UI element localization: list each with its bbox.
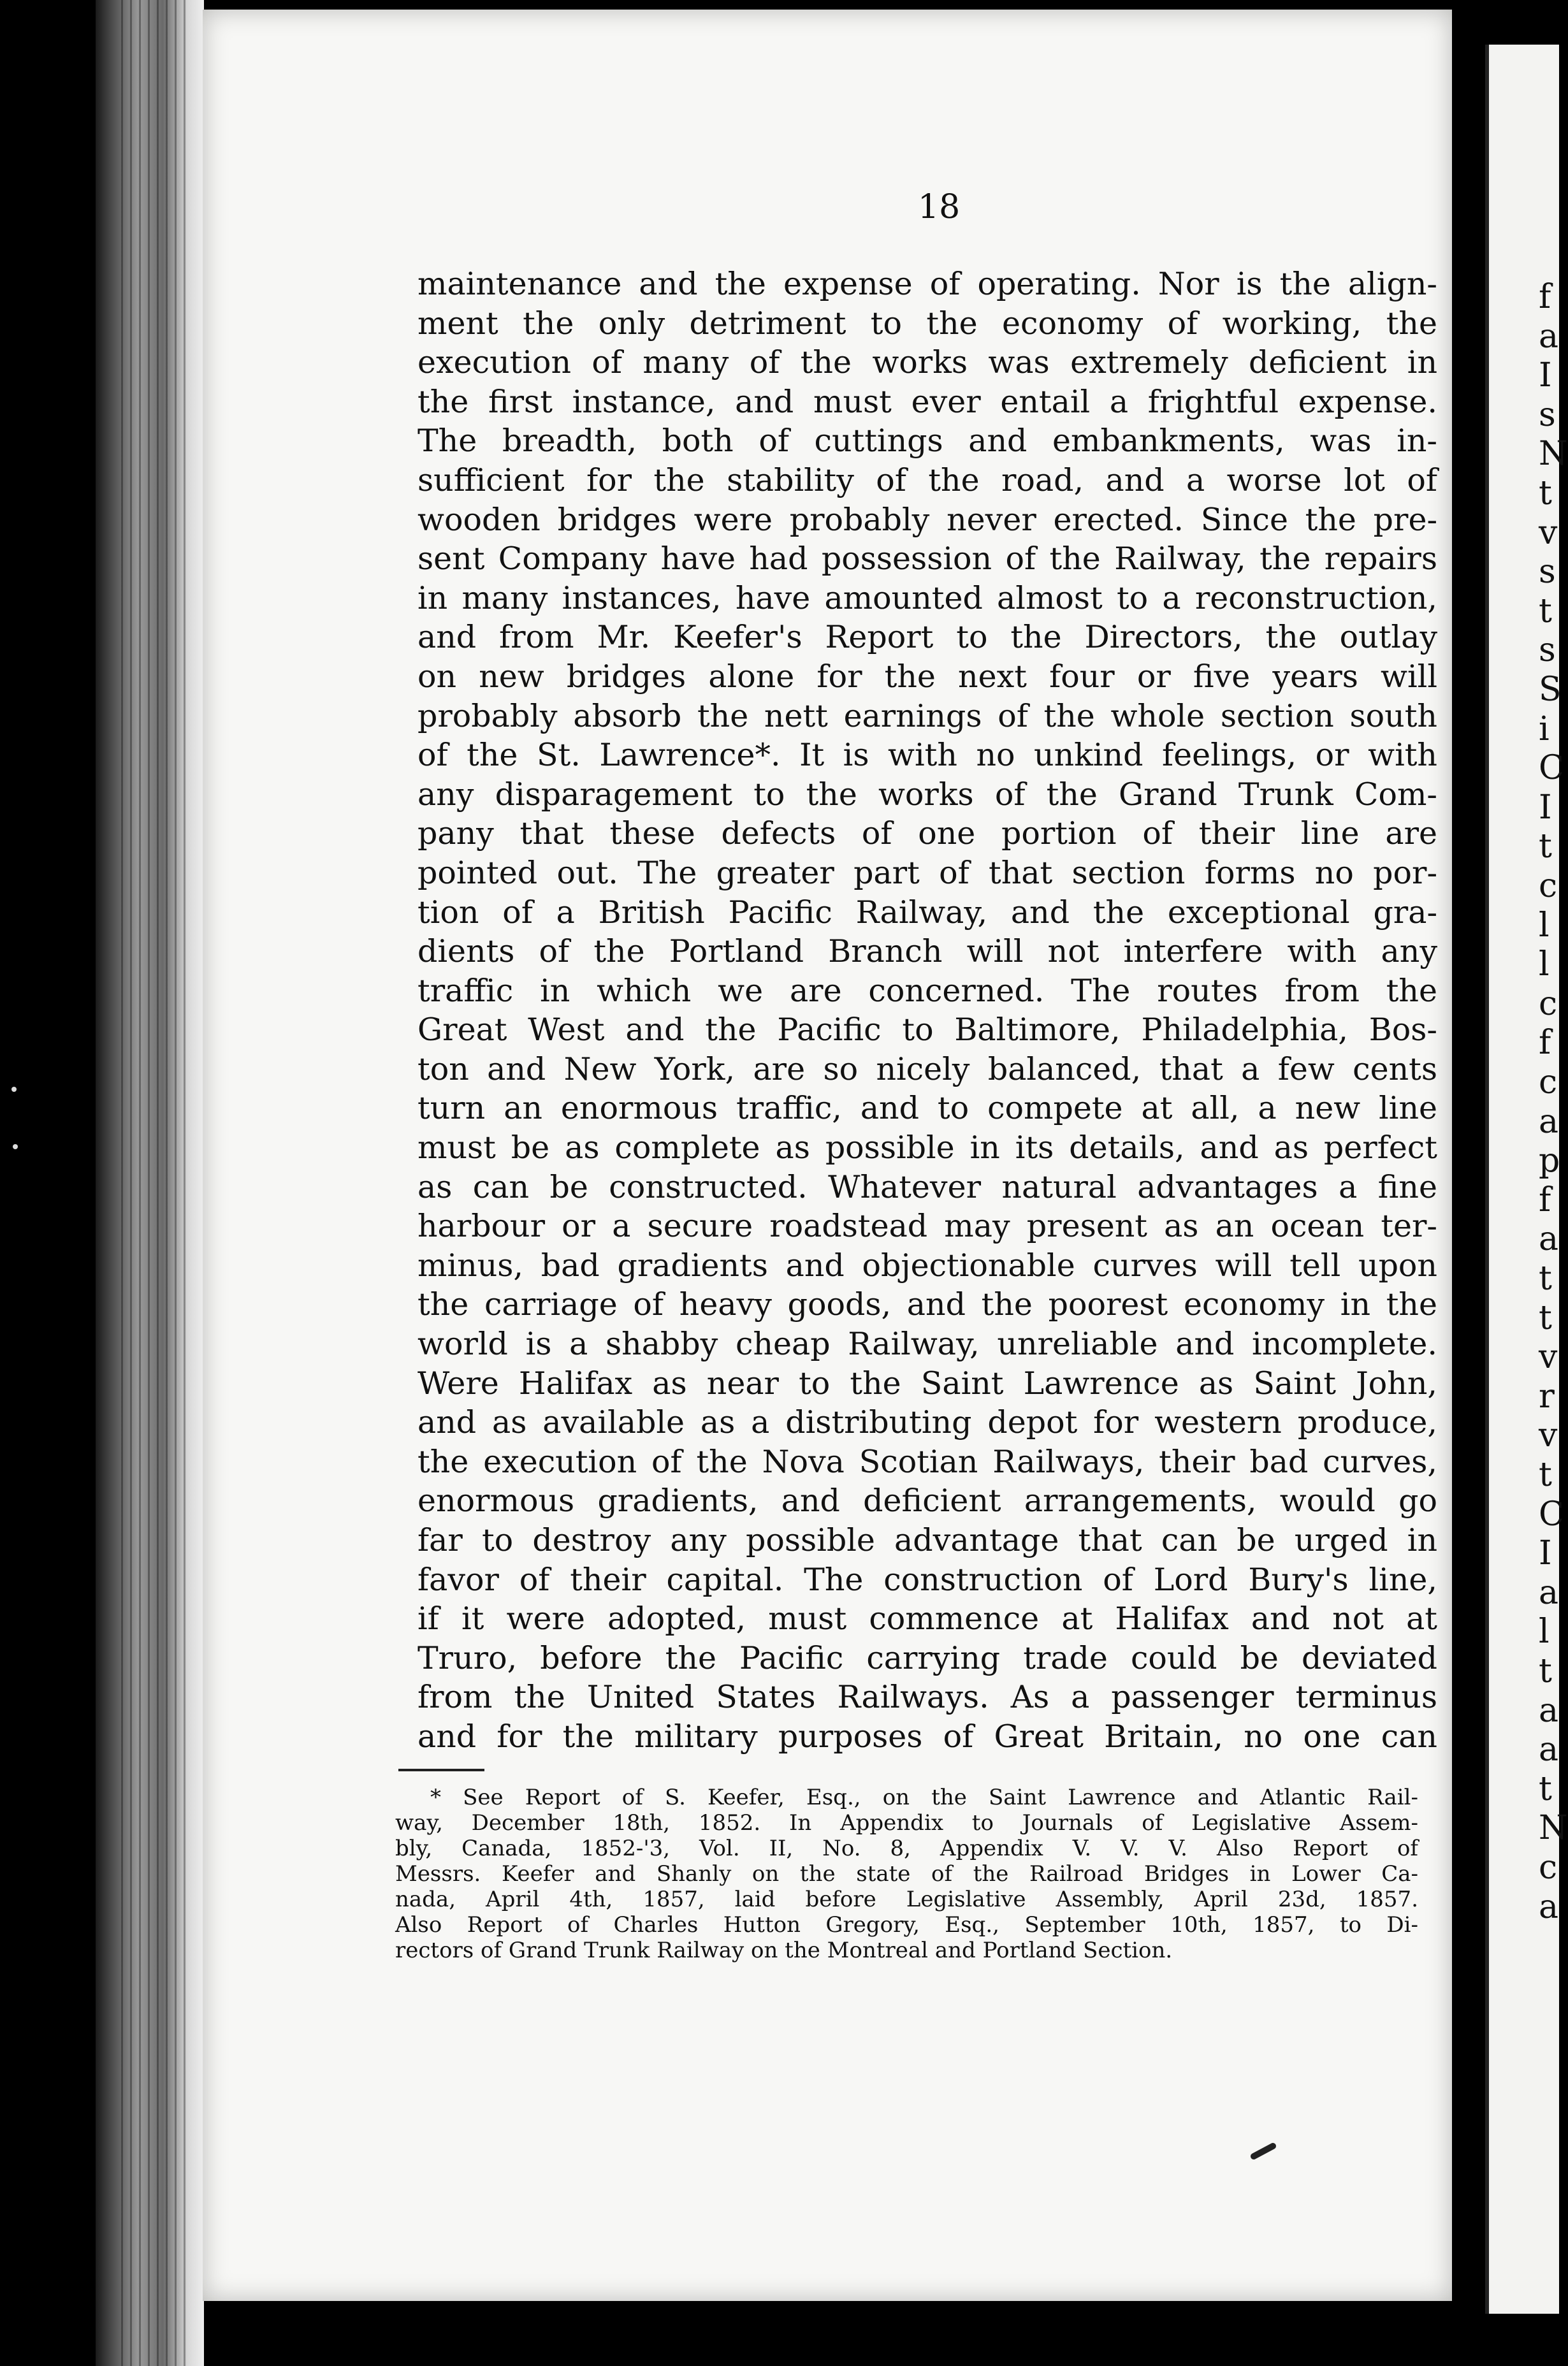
- facing-page-letter: c: [1539, 984, 1558, 1023]
- facing-page-letter: v: [1539, 1416, 1558, 1455]
- footnote-line: nada, April 4th, 1857, laid before Legislative Assembly, April 23d, 1857.: [395, 1887, 1418, 1912]
- facing-page-letter: f: [1539, 278, 1551, 316]
- body-line: on new bridges alone for the next four or five years will: [417, 658, 1437, 695]
- facing-page-letter: a: [1539, 1573, 1559, 1612]
- facing-page-letter: S: [1539, 671, 1562, 709]
- body-line: pany that these defects of one portion of their line are: [417, 815, 1437, 852]
- body-line: must be as complete as possible in its details, and as perfect: [417, 1129, 1437, 1166]
- footnote-line: Also Report of Charles Hutton Gregory, Esq., September 10th, 1857, to Di-: [395, 1912, 1418, 1938]
- body-line: ment the only detriment to the economy of working, the: [417, 305, 1437, 342]
- facing-page-letter: t: [1539, 1652, 1552, 1690]
- body-line: and from Mr. Keefer's Report to the Directors, the outlay: [417, 619, 1437, 656]
- body-text: [417, 265, 1437, 1757]
- body-line: sent Company have had possession of the Railway, the repairs: [417, 541, 1437, 577]
- facing-page-letter: v: [1539, 513, 1558, 552]
- facing-page-letter: a: [1539, 1731, 1559, 1769]
- body-line: minus, bad gradients and objectionable curves will tell upon: [417, 1247, 1437, 1284]
- body-line: execution of many of the works was extremely deficient in: [417, 344, 1437, 381]
- scan-speck: [11, 1087, 17, 1092]
- body-line: the first instance, and must ever entail a frightful expense.: [417, 383, 1437, 420]
- facing-page-letter: N: [1539, 435, 1568, 474]
- body-line: of the St. Lawrence*. It is with no unkind feelings, or with: [417, 737, 1437, 774]
- footnote-line: rectors of Grand Trunk Railway on the Montreal and Portland Section.: [395, 1938, 1173, 1963]
- body-line: any disparagement to the works of the Grand Trunk Com-: [417, 776, 1437, 813]
- body-line: ton and New York, are so nicely balanced, that a few cents: [417, 1050, 1437, 1087]
- facing-page-letter: s: [1539, 395, 1556, 434]
- facing-page-letter: p: [1539, 1142, 1560, 1180]
- facing-page-letter: C: [1539, 1495, 1564, 1534]
- body-line: turn an enormous traffic, and to compete at all, a new line: [417, 1090, 1437, 1127]
- facing-page-letter: a: [1539, 317, 1559, 356]
- facing-page-letter: I: [1539, 1534, 1552, 1573]
- body-line: harbour or a secure roadstead may present as an ocean ter-: [417, 1208, 1437, 1245]
- footnote-line: bly, Canada, 1852-'3, Vol. II, No. 8, Appendix V. V. V. Also Report of: [395, 1836, 1418, 1861]
- facing-page-letter: I: [1539, 356, 1552, 395]
- footnote-rule: [398, 1769, 484, 1771]
- facing-page-letter: a: [1539, 1102, 1559, 1141]
- body-line: Were Halifax as near to the Saint Lawrence as Saint John,: [417, 1365, 1437, 1402]
- body-line: as can be constructed. Whatever natural advantages a fine: [417, 1168, 1437, 1205]
- facing-page-letter: s: [1539, 631, 1556, 670]
- facing-page-letter: t: [1539, 1259, 1552, 1298]
- footnote-line: Messrs. Keefer and Shanly on the state of the Railroad Bridges in Lower Ca-: [395, 1861, 1418, 1887]
- facing-page-letter: a: [1539, 1220, 1559, 1259]
- body-line: and for the military purposes of Great Britain, no one can: [417, 1718, 1437, 1755]
- body-line: and as available as a distributing depot for western produce,: [417, 1404, 1437, 1441]
- facing-page-letter: t: [1539, 592, 1552, 630]
- body-line: sufficient for the stability of the road, and a worse lot of: [417, 461, 1437, 498]
- body-line: probably absorb the nett earnings of the whole section south: [417, 697, 1437, 734]
- binding-stitch-lines: [121, 0, 191, 2366]
- footnote-line: * See Report of S. Keefer, Esq., on the Saint Lawrence and Atlantic Rail-: [430, 1785, 1418, 1810]
- facing-page-letter: t: [1539, 474, 1552, 512]
- facing-page-letter: t: [1539, 1456, 1552, 1494]
- facing-page-letter: C: [1539, 749, 1564, 788]
- facing-page-letter: c: [1539, 1063, 1558, 1101]
- body-line: the execution of the Nova Scotian Railways, their bad curves,: [417, 1443, 1437, 1480]
- facing-page-letter: r: [1539, 1377, 1555, 1416]
- footnote-line: way, December 18th, 1852. In Appendix to Journals of Legislative Assem-: [395, 1810, 1418, 1836]
- facing-page-letter: a: [1539, 1887, 1559, 1926]
- body-line: wooden bridges were probably never erected. Since the pre-: [417, 501, 1437, 538]
- facing-page-letter: l: [1539, 1613, 1550, 1651]
- body-line: enormous gradients, and deficient arrangements, would go: [417, 1483, 1437, 1520]
- body-line: pointed out. The greater part of that section forms no por-: [417, 854, 1437, 891]
- facing-page-letter: I: [1539, 788, 1552, 827]
- body-line: Great West and the Pacific to Baltimore, Philadelphia, Bos-: [417, 1012, 1437, 1049]
- body-line: if it were adopted, must commence at Halifax and not at: [417, 1600, 1437, 1637]
- body-line: dients of the Portland Branch will not interfere with any: [417, 933, 1437, 970]
- facing-page-letter: t: [1539, 1769, 1552, 1808]
- body-line: Truro, before the Pacific carrying trade could be deviated: [417, 1639, 1437, 1676]
- page-number: 18: [918, 188, 961, 226]
- facing-page-letter: i: [1539, 709, 1550, 748]
- facing-page-letter: a: [1539, 1691, 1559, 1730]
- facing-page-letter: l: [1539, 945, 1550, 984]
- body-line: tion of a British Pacific Railway, and the exceptional gra-: [417, 894, 1437, 931]
- body-line: the carriage of heavy goods, and the poorest economy in the: [417, 1286, 1437, 1323]
- body-line: maintenance and the expense of operating. Nor is the align-: [417, 266, 1437, 302]
- facing-page-letter: v: [1539, 1338, 1558, 1377]
- facing-page-letter: s: [1539, 553, 1556, 592]
- facing-page-letter: f: [1539, 1024, 1551, 1063]
- facing-page-letter: f: [1539, 1180, 1551, 1219]
- body-line: world is a shabby cheap Railway, unreliable and incomplete.: [417, 1326, 1437, 1363]
- facing-page-letter: N: [1539, 1809, 1568, 1848]
- scan-speck: [13, 1144, 18, 1149]
- body-line: favor of their capital. The construction of Lord Bury's line,: [417, 1561, 1437, 1598]
- facing-page-letter: t: [1539, 827, 1552, 866]
- facing-page-letter: t: [1539, 1298, 1552, 1337]
- facing-page-letter: c: [1539, 867, 1558, 905]
- facing-page-letter: c: [1539, 1848, 1558, 1887]
- body-line: The breadth, both of cuttings and embankments, was in-: [417, 423, 1437, 460]
- body-line: in many instances, have amounted almost to a reconstruction,: [417, 579, 1437, 616]
- facing-page-edge: [1485, 45, 1568, 2314]
- footnote: [395, 1785, 1418, 1963]
- body-line: from the United States Railways. As a passenger terminus: [417, 1679, 1437, 1716]
- body-line: traffic in which we are concerned. The routes from the: [417, 972, 1437, 1009]
- body-line: far to destroy any possible advantage that can be urged in: [417, 1522, 1437, 1558]
- facing-page-letter: l: [1539, 906, 1550, 945]
